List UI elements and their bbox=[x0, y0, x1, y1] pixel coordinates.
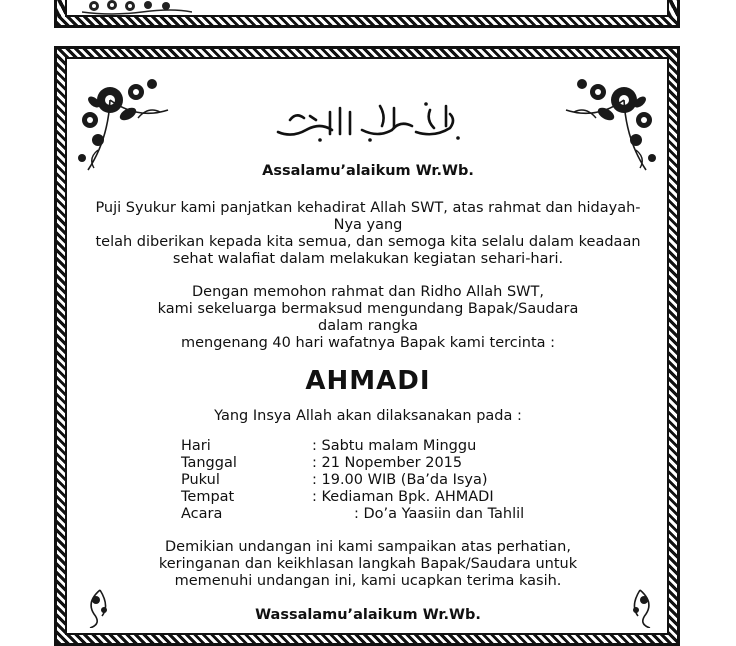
svg-text:بسم الله الرحمن الرحيم: بسم الله الرحمن الرحيم bbox=[362, 126, 374, 127]
floral-corner-ornament-icon bbox=[82, 0, 192, 16]
previous-card-frame bbox=[54, 0, 680, 28]
closing-line: keringanan dan keikhlasan langkah Bapak/Saudara untuk bbox=[158, 556, 578, 572]
detail-value: : Sabtu malam Minggu bbox=[312, 438, 477, 454]
intro-line: telah diberikan kepada kita semua, dan semoga kita selalu dalam keadaan bbox=[95, 234, 641, 250]
detail-label: Tempat bbox=[181, 489, 235, 505]
invitation-line: dalam rangka bbox=[317, 318, 418, 334]
detail-label: Hari bbox=[181, 438, 211, 454]
farewell: Wassalamu’alaikum Wr.Wb. bbox=[255, 607, 481, 623]
detail-label: Pukul bbox=[181, 472, 220, 488]
schedule-intro: Yang Insya Allah akan dilaksanakan pada : bbox=[214, 408, 522, 424]
deceased-name: AHMADI bbox=[305, 366, 431, 396]
detail-value: : Do’a Yaasiin dan Tahlil bbox=[354, 506, 525, 522]
detail-label: Tanggal bbox=[181, 455, 237, 471]
intro-line: sehat walafiat dalam melakukan kegiatan sehari-hari. bbox=[172, 251, 564, 267]
intro-line: Nya yang bbox=[333, 217, 403, 233]
closing-line: Demikian undangan ini kami sampaikan atas perhatian, bbox=[165, 539, 571, 555]
invitation-line: Dengan memohon rahmat dan Ridho Allah SWT, bbox=[192, 284, 544, 300]
intro-line: Puji Syukur kami panjatkan kehadirat Allah SWT, atas rahmat dan hidayah- bbox=[95, 200, 641, 216]
detail-label: Acara bbox=[181, 506, 223, 522]
invitation-line: kami sekeluarga bermaksud mengundang Bapak/Saudara bbox=[157, 301, 579, 317]
greeting: Assalamu’alaikum Wr.Wb. bbox=[262, 163, 474, 179]
detail-value: : 21 Nopember 2015 bbox=[312, 455, 463, 471]
basmala-calligraphy bbox=[270, 98, 466, 144]
detail-value: : 19.00 WIB (Ba’da Isya) bbox=[312, 472, 488, 488]
detail-value: : Kediaman Bpk. AHMADI bbox=[312, 489, 494, 505]
closing-line: memenuhi undangan ini, kami ucapkan terima kasih. bbox=[174, 573, 562, 589]
invitation-line: mengenang 40 hari wafatnya Bapak kami tercinta : bbox=[180, 335, 556, 351]
